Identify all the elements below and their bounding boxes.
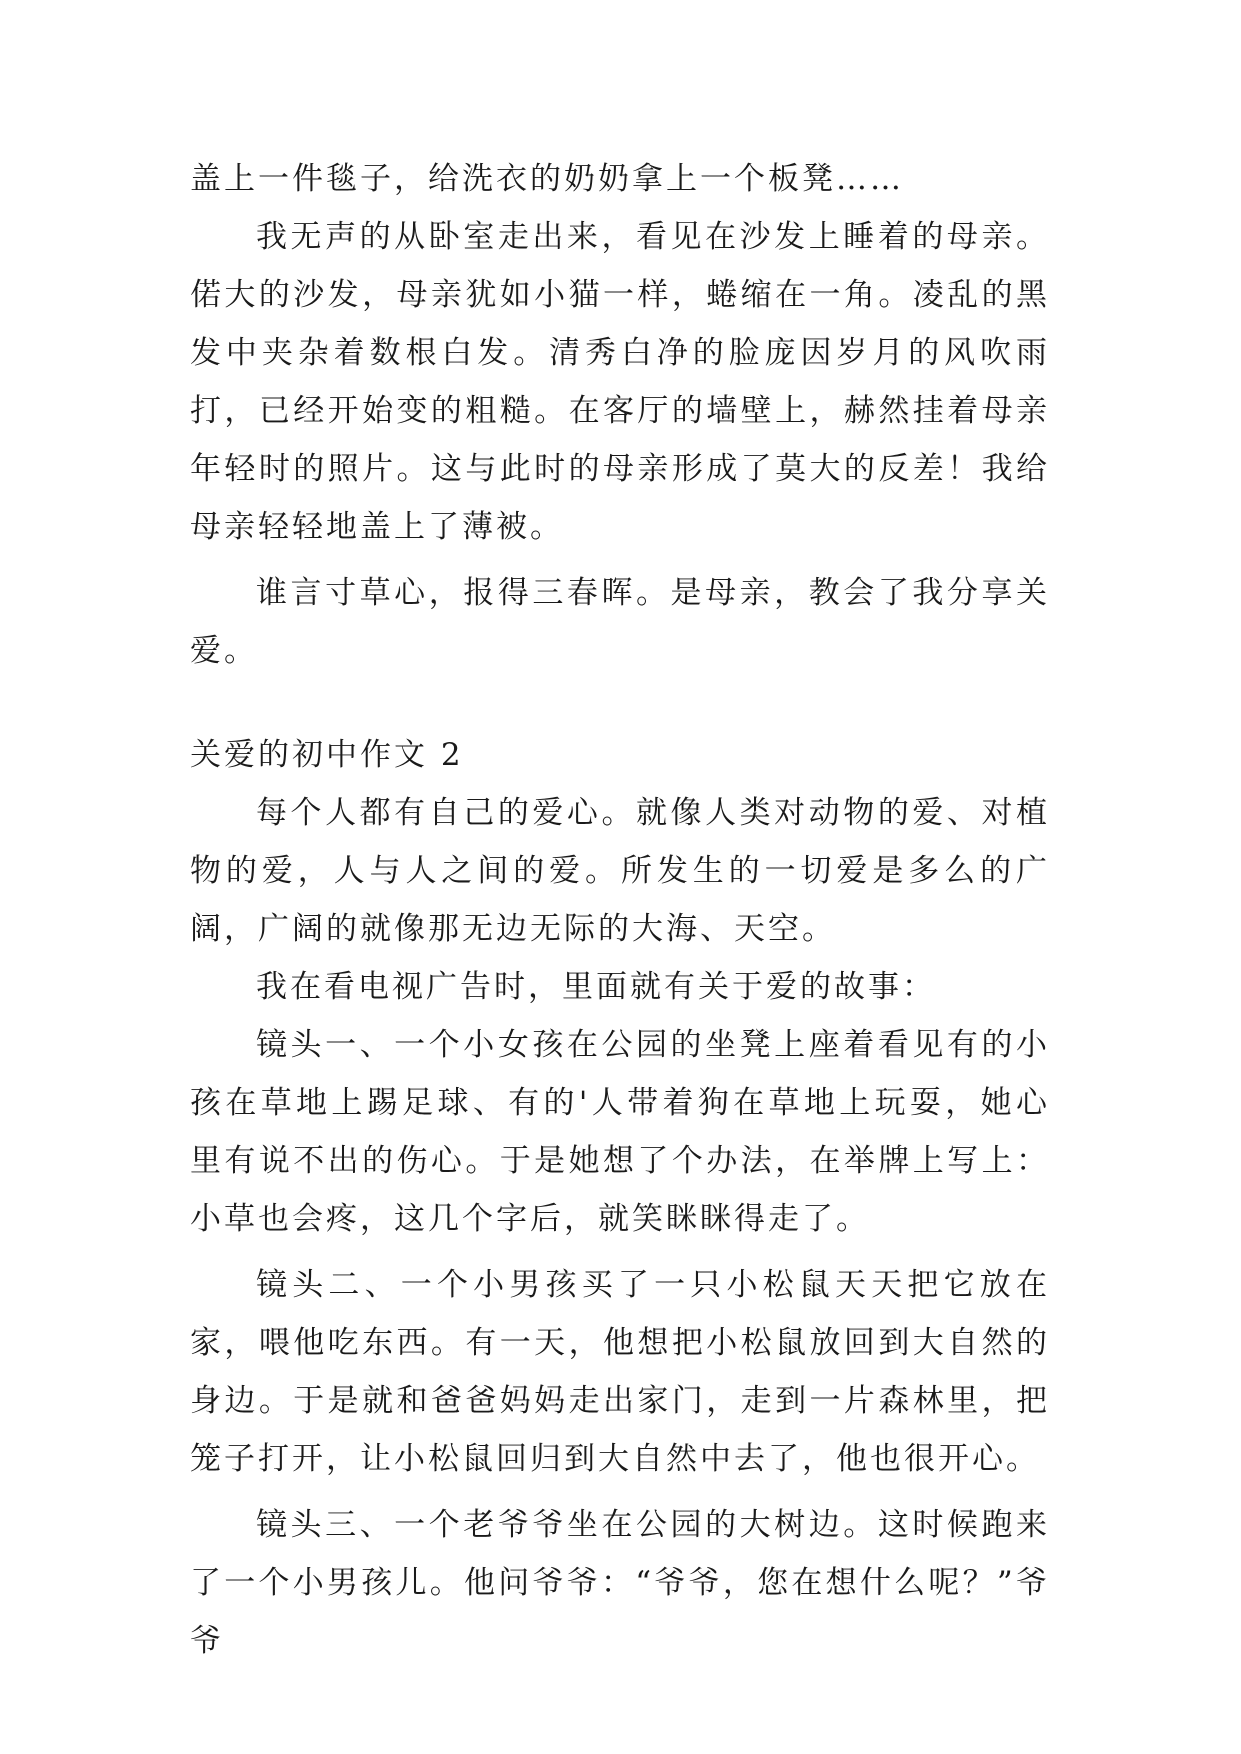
paragraph-scene-one: 镜头一、一个小女孩在公园的坐凳上座着看见有的小孩在草地上踢足球、有的'人带着狗在草地上玩耍，她心里有说不出的伤心。于是她想了个办法，在举牌上写上：小草也会疼，这几个字后，就笑眯眯得走了。 [190, 1027, 1050, 1237]
paragraph-continuation: 盖上一件毯子，给洗衣的奶奶拿上一个板凳…… [190, 161, 904, 197]
paragraph-scene-two: 镜头二、一个小男孩买了一只小松鼠天天把它放在家，喂他吃东西。有一天，他想把小松鼠放回到大自然的身边。于是就和爸爸妈妈走出家门，走到一片森林里，把笼子打开，让小松鼠回归到大自然中去了，他也很开心。 [190, 1267, 1050, 1477]
paragraph-conclusion: 谁言寸草心，报得三春晖。是母亲，教会了我分享关爱。 [190, 575, 1050, 669]
paragraph-scene-three: 镜头三、一个老爷爷坐在公园的大树边。这时候跑来了一个小男孩儿。他问爷爷：“爷爷，您在想什么呢？”爷爷 [190, 1507, 1050, 1659]
document-body [190, 150, 1050, 1670]
paragraph-mother-sleeping: 我无声的从卧室走出来，看见在沙发上睡着的母亲。偌大的沙发，母亲犹如小猫一样，蜷缩在一角。凌乱的黑发中夹杂着数根白发。清秀白净的脸庞因岁月的风吹雨打，已经开始变的粗糙。在客厅的墙壁上，赫然挂着母亲年轻时的照片。这与此时的母亲形成了莫大的反差！我给母亲轻轻地盖上了薄被。 [190, 219, 1050, 545]
section-title: 关爱的初中作文 2 [190, 737, 464, 773]
paragraph-love-intro: 每个人都有自己的爱心。就像人类对动物的爱、对植物的爱，人与人之间的爱。所发生的一切爱是多么的广阔，广阔的就像那无边无际的大海、天空。 [190, 795, 1050, 947]
paragraph-tv-ad: 我在看电视广告时，里面就有关于爱的故事： [256, 969, 936, 1005]
